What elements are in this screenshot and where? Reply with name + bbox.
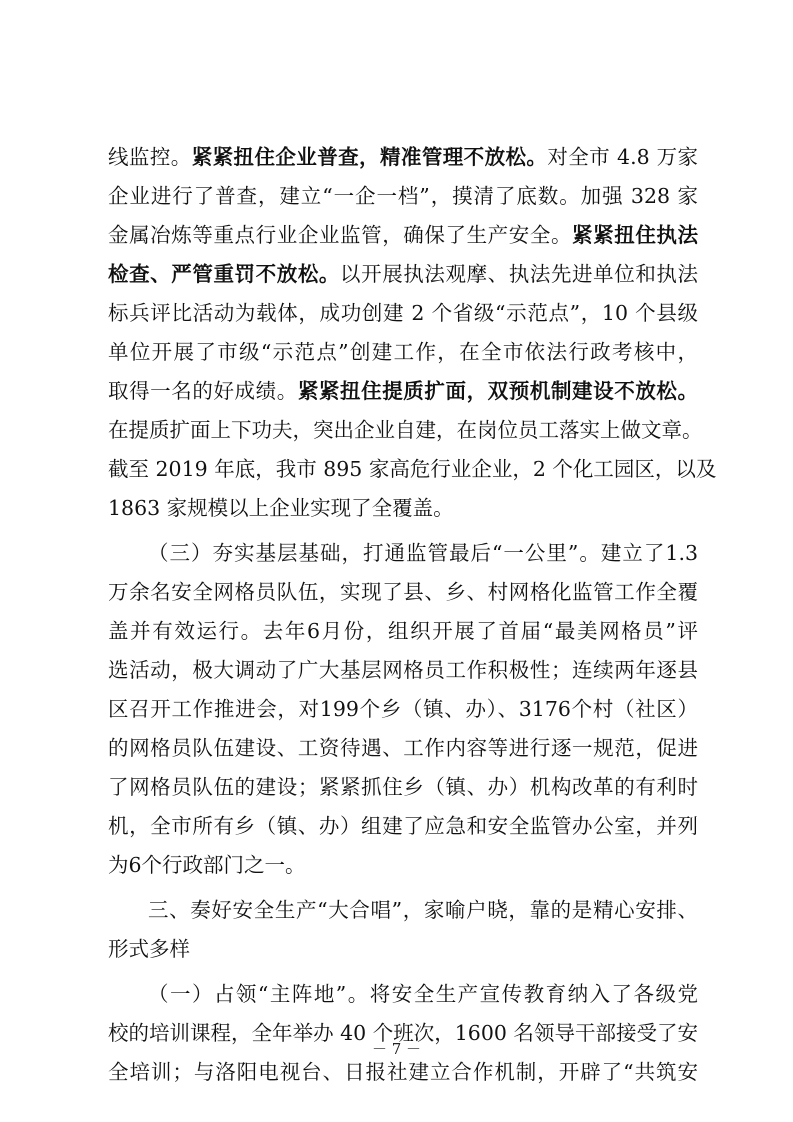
text-line: 全培训；与洛阳电视台、日报社建立合作机制，开辟了“共筑安 [108, 1060, 698, 1084]
text-line: 1863 家规模以上企业实现了全覆盖。 [108, 496, 454, 520]
section-heading-continued: 形式多样 [108, 937, 190, 961]
document-body [108, 138, 717, 1092]
subsection-one-lead: （一）占领“主阵地”。将安全生产宣传教育纳入了各级党 [148, 982, 698, 1006]
section-heading: 三、奏好安全生产“大合唱”，家喻户晓，靠的是精心安排、 [148, 898, 698, 922]
text-line: 单位开展了市级“示范点”创建工作，在全市依法行政考核中， [108, 340, 698, 364]
text-line: 标兵评比活动为载体，成功创建 2 个省级“示范点”，10 个县级 [108, 301, 698, 325]
text-line: 了网格员队伍的建设；紧紧抓住乡（镇、办）机构改革的有利时 [108, 775, 698, 799]
text-line: 检查、严管重罚不放松。以开展执法观摩、执法先进单位和执法 [108, 262, 699, 286]
text-line: 企业进行了普查，建立“一企一档”，摸清了底数。加强 328 家 [108, 184, 698, 208]
text-line: 选活动，极大调动了广大基层网格员工作积极性；连续两年逐县 [108, 658, 698, 682]
text-line: 截至 2019 年底，我市 895 家高危行业企业，2 个化工园区，以及 [108, 457, 717, 481]
bold-phrase: 紧紧扭住提质扩面，双预机制建设不放松。 [297, 379, 699, 403]
section-three-lead: （三）夯实基层基础，打通监管最后“一公里”。建立了1.3 [148, 541, 698, 565]
text-line: 万余名安全网格员队伍，实现了县、乡、村网格化监管工作全覆 [108, 580, 698, 604]
text-line: 的网格员队伍建设、工资待遇、工作内容等进行逐一规范，促进 [108, 736, 698, 760]
text-line: 区召开工作推进会，对199个乡（镇、办）、3176个村（社区） [108, 697, 698, 721]
bold-phrase: 检查、严管重罚不放松。 [108, 262, 341, 286]
text-line: 校的培训课程，全年举办 40 个班次，1600 名领导干部接受了安 [108, 1021, 698, 1045]
text-line: 在提质扩面上下功夫，突出企业自建，在岗位员工落实上做文章。 [108, 418, 703, 442]
text-line: 取得一名的好成绩。紧紧扭住提质扩面，双预机制建设不放松。 [108, 379, 699, 403]
text-line: 机，全市所有乡（镇、办）组建了应急和安全监管办公室，并列 [108, 814, 698, 838]
bold-phrase: 紧紧扭住执法 [572, 223, 699, 247]
page-number: － 7 － [371, 1040, 422, 1058]
text-line: 盖并有效运行。去年6月份，组织开展了首届“最美网格员”评 [108, 619, 698, 643]
text-line: 线监控。紧紧扭住企业普查，精准管理不放松。对全市 4.8 万家 [108, 145, 699, 169]
text-line: 金属冶炼等重点行业企业监管，确保了生产安全。紧紧扭住执法 [108, 223, 699, 247]
text-line: 为6个行政部门之一。 [108, 853, 306, 877]
bold-phrase: 紧紧扭住企业普查，精准管理不放松。 [191, 145, 548, 169]
